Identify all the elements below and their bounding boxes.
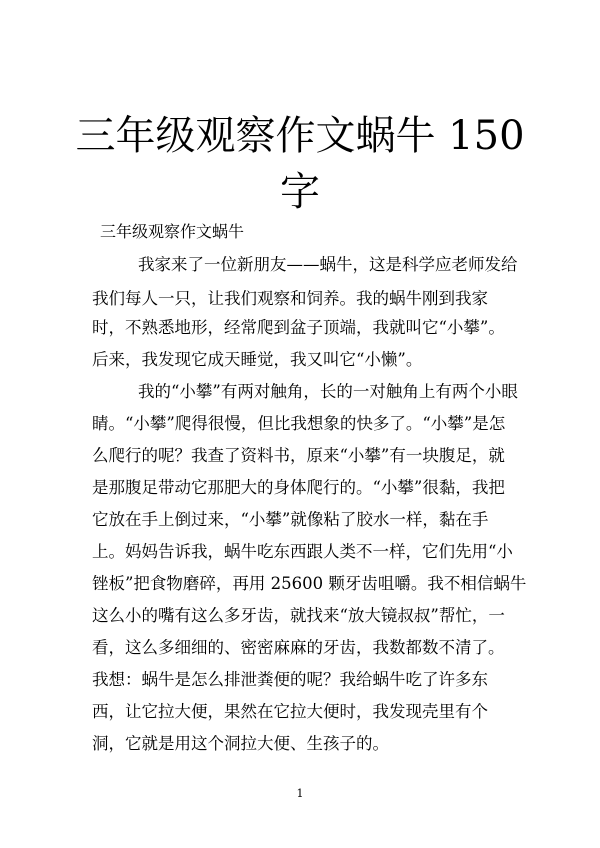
paragraph-line: 西，让它拉大便，果然在它拉大便时，我发现壳里有个 [92, 702, 488, 721]
page-number: 1 [296, 787, 304, 800]
paragraph-line: 我的“小攀”有两对触角，长的一对触角上有两个小眼 [138, 382, 518, 401]
subtitle: 三年级观察作文蜗牛 [100, 222, 245, 241]
paragraph-line: 看，这么多细细的、密密麻麻的牙齿，我数都数不清了。 [92, 638, 505, 657]
title-line-2: 字 [280, 169, 320, 215]
paragraph-line: 上。妈妈告诉我，蜗牛吃东西跟人类不一样，它们先用“小 [92, 542, 513, 561]
paragraph-line: 我想：蜗牛是怎么排泄粪便的呢？我给蜗牛吃了许多东 [92, 670, 488, 689]
paragraph-line: 么爬行的呢？我查了资料书，原来“小攀”有一块腹足，就 [92, 446, 505, 465]
paragraph-line: 时，不熟悉地形，经常爬到盆子顶端，我就叫它“小攀”。 [92, 318, 505, 337]
title-line-1: 三年级观察作文蜗牛 150 [75, 113, 525, 159]
paragraph-line: 这么小的嘴有这么多牙齿，就找来“放大镜叔叔”帮忙，一 [92, 606, 505, 625]
paragraph-line: 锉板”把食物磨碎，再用 25600 颗牙齿咀嚼。我不相信蜗牛 [92, 574, 527, 593]
paragraph-line: 洞，它就是用这个洞拉大便、生孩子的。 [92, 734, 389, 753]
paragraph-line: 后来，我发现它成天睡觉，我又叫它“小懒”。 [92, 350, 423, 369]
document-title [70, 108, 530, 220]
paragraph-line: 睛。“小攀”爬得很慢，但比我想象的快多了。“小攀”是怎 [92, 414, 506, 433]
paragraph-line: 我家来了一位新朋友——蜗牛，这是科学应老师发给 [138, 255, 518, 274]
paragraph-line: 我们每人一只，让我们观察和饲养。我的蜗牛刚到我家 [92, 289, 488, 308]
paragraph-line: 是那腹足带动它那肥大的身体爬行的。“小攀”很黏，我把 [92, 478, 505, 497]
paragraph-line: 它放在手上倒过来，“小攀”就像粘了胶水一样，黏在手 [92, 510, 489, 529]
